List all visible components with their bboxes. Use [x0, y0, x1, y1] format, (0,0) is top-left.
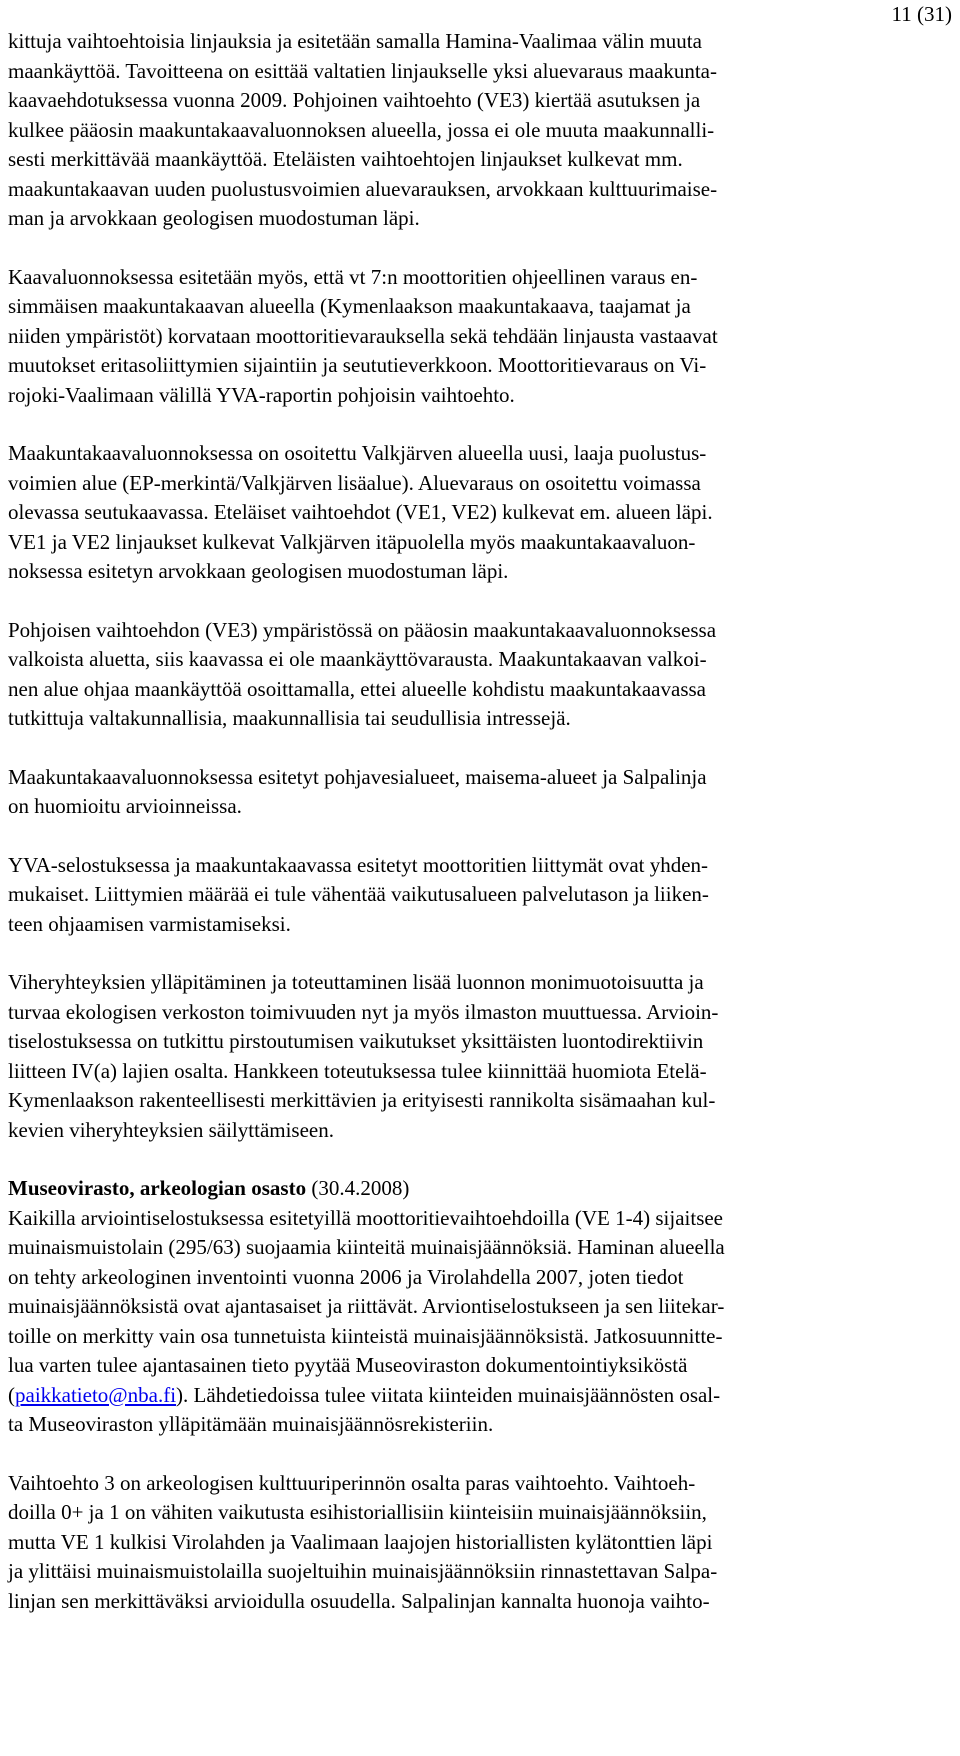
- text-line: man ja arvokkaan geologisen muodostuman läpi.: [8, 206, 420, 230]
- text-line: VE1 ja VE2 linjaukset kulkevat Valkjärven itäpuolella myös maakuntakaavaluon-: [8, 529, 696, 554]
- text-line: rojoki-Vaalimaan välillä YVA-raportin pohjoisin vaihtoehto.: [8, 382, 515, 407]
- text-line: mukaiset. Liittymien määrää ei tule vähentää vaikutusalueen palvelutason ja liiken-: [8, 882, 709, 906]
- text-line: tiselostuksessa on tutkittu pirstoutumisen vaikutukset yksittäisten luontodirektiivin: [8, 1029, 704, 1053]
- paragraph: [8, 763, 953, 822]
- text-line: nen alue ohjaa maankäyttöä osoittamalla, ettei alueelle kohdistu maakuntakaavassa: [8, 676, 706, 701]
- text-line: kaavaehdotuksessa vuonna 2009. Pohjoinen vaihtoehto (VE3) kiertää asutuksen ja: [8, 88, 701, 112]
- text-line: Kymenlaakson rakenteellisesti merkittävien ja erityisesti rannikolta sisämaahan kul-: [8, 1088, 716, 1112]
- section-heading-date: (30.4.2008): [306, 1176, 410, 1200]
- text-line: maakuntakaavan uuden puolustusvoimien aluevarauksen, arvokkaan kulttuurimaise-: [8, 176, 718, 201]
- text-line: Vaihtoehto 3 on arkeologisen kulttuuriperinnön osalta paras vaihtoehto. Vaihtoeh-: [8, 1470, 696, 1495]
- paragraph: [8, 616, 953, 734]
- text-line: muinaisjäännöksistä ovat ajantasaiset ja riittävät. Arviontiselostukseen ja sen liitekar-: [8, 1294, 725, 1318]
- text-line: kittuja vaihtoehtoisia linjauksia ja esitetään samalla Hamina-Vaalimaa välin muuta: [8, 29, 702, 53]
- link-prefix: (: [8, 1382, 15, 1407]
- paragraph: [8, 851, 953, 940]
- text-line: olevassa seutukaavassa. Eteläiset vaihtoehdot (VE1, VE2) kulkevat em. alueen läpi.: [8, 500, 713, 524]
- text-line-with-link: [8, 1381, 953, 1411]
- email-link[interactable]: paikkatieto@nba.fi: [15, 1382, 177, 1407]
- page-number: 11 (31): [891, 2, 952, 26]
- paragraph: [8, 439, 953, 587]
- text-line: Kaikilla arviointiselostuksessa esitetyillä moottoritievaihtoehdoilla (VE 1-4) sijaitsee: [8, 1205, 724, 1230]
- text-line: Maakuntakaavaluonnoksessa esitetyt pohjavesialueet, maisema-alueet ja Salpalinja: [8, 764, 707, 789]
- paragraph: [8, 968, 953, 1145]
- text-line: Viheryhteyksien ylläpitäminen ja toteuttaminen lisää luonnon monimuotoisuutta ja: [8, 970, 704, 994]
- text-line: noksessa esitetyn arvokkaan geologisen muodostuman läpi.: [8, 559, 509, 583]
- document-body: [8, 27, 953, 1616]
- text-line: YVA-selostuksessa ja maakuntakaavassa esitetyt moottoritien liittymät ovat yhden-: [8, 852, 709, 877]
- text-line: kulkee pääosin maakuntakaavaluonnoksen alueella, jossa ei ole muuta maakunnalli-: [8, 117, 715, 142]
- text-line: niiden ympäristöt) korvataan moottoritievarauksella sekä tehdään linjausta vastaavat: [8, 323, 718, 348]
- text-line: linjan sen merkittäväksi arvioidulla osuudella. Salpalinjan kannalta huonoja vaihto-: [8, 1588, 710, 1613]
- museovirasto-section: [8, 1174, 953, 1440]
- text-line: toille on merkitty vain osa tunnetuista kiinteistä muinaisjäännöksistä. Jatkosuunnitte-: [8, 1323, 723, 1348]
- text-line: Kaavaluonnoksessa esitetään myös, että vt 7:n moottoritien ohjeellinen varaus en-: [8, 264, 698, 289]
- text-line: liitteen IV(a) lajien osalta. Hankkeen toteutuksessa tulee kiinnittää huomiota Etelä-: [8, 1058, 707, 1083]
- text-line: doilla 0+ ja 1 on vähiten vaikutusta esihistoriallisiin kiinteisiin muinaisjäännöksiin,: [8, 1500, 707, 1524]
- text-line: teen ohjaamisen varmistamiseksi.: [8, 911, 291, 936]
- text-line: voimien alue (EP-merkintä/Valkjärven lisäalue). Aluevaraus on osoitettu voimassa: [8, 470, 701, 495]
- text-line: valkoista aluetta, siis kaavassa ei ole maankäyttövarausta. Maakuntakaavan valkoi-: [8, 647, 707, 671]
- text-line: Pohjoisen vaihtoehdon (VE3) ympäristössä on pääosin maakuntakaavaluonnoksessa: [8, 617, 717, 642]
- text-line: muinaismuistolain (295/63) suojaamia kiinteitä muinaisjäännöksiä. Haminan alueella: [8, 1235, 725, 1259]
- text-line: tutkittuja valtakunnallisia, maakunnallisia tai seudullisia intressejä.: [8, 706, 571, 730]
- text-line: ta Museoviraston ylläpitämään muinaisjäännösrekisteriin.: [8, 1412, 494, 1436]
- paragraph: [8, 263, 953, 411]
- text-line: ja ylittäisi muinaismuistolailla suojeltuihin muinaisjäännöksiin rinnastettavan Salpa-: [8, 1559, 718, 1583]
- section-heading: [8, 1174, 953, 1204]
- text-line: Maakuntakaavaluonnoksessa on osoitettu Valkjärven alueella uusi, laaja puolustus-: [8, 441, 707, 465]
- text-line: maankäyttöä. Tavoitteena on esittää valtatien linjaukselle yksi aluevaraus maakunta-: [8, 58, 717, 83]
- text-line: simmäisen maakuntakaavan alueella (Kymenlaakson maakuntakaava, taajamat ja: [8, 294, 691, 318]
- section-heading-title: Museovirasto, arkeologian osasto: [8, 1176, 307, 1200]
- paragraph: [8, 1469, 953, 1617]
- paragraph: [8, 27, 953, 234]
- text-line: on tehty arkeologinen inventointi vuonna 2006 ja Virolahdella 2007, joten tiedot: [8, 1264, 684, 1289]
- text-line: on huomioitu arvioinneissa.: [8, 794, 242, 818]
- text-line: mutta VE 1 kulkisi Virolahden ja Vaalimaan laajojen historiallisten kylätonttien läpi: [8, 1529, 713, 1554]
- text-line: lua varten tulee ajantasainen tieto pyytää Museoviraston dokumentointiyksiköstä: [8, 1353, 688, 1377]
- text-line: muutokset eritasoliittymien sijaintiin ja seututieverkkoon. Moottoritievaraus on Vi-: [8, 353, 707, 377]
- text-line: kevien viheryhteyksien säilyttämiseen.: [8, 1117, 334, 1142]
- text-line: turvaa ekologisen verkoston toimivuuden nyt ja myös ilmaston muuttuessa. Arvioin-: [8, 999, 719, 1024]
- text-line: sesti merkittävää maankäyttöä. Eteläisten vaihtoehtojen linjaukset kulkevat mm.: [8, 147, 683, 171]
- link-suffix: ). Lähdetiedoissa tulee viitata kiinteiden muinaisjäännösten osal-: [176, 1382, 721, 1407]
